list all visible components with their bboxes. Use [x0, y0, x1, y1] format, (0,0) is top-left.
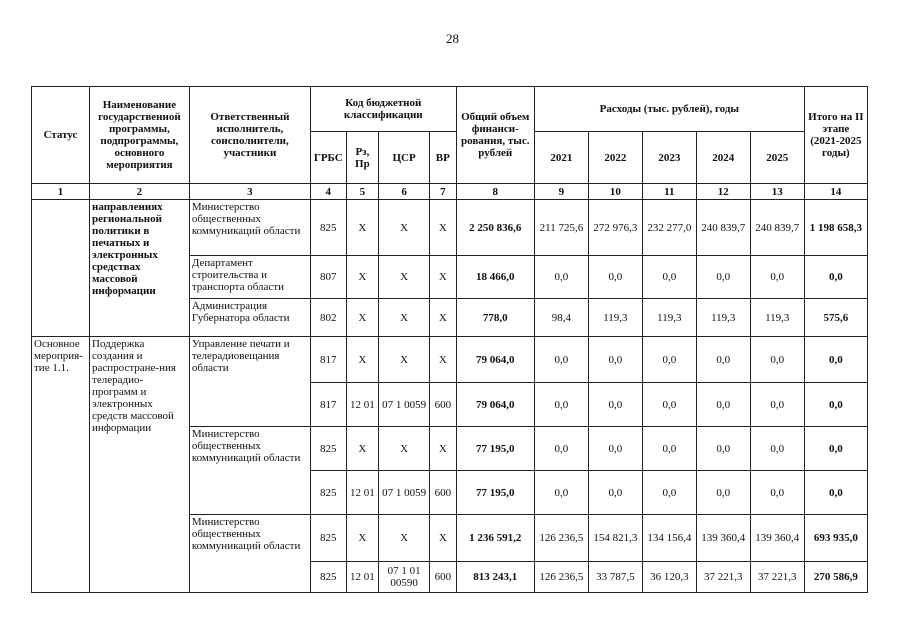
executor-cell: Администрация Губернатора области: [189, 299, 310, 337]
vr-cell: 600: [430, 562, 456, 593]
total-cell: 813 243,1: [456, 562, 534, 593]
header-year: 2025: [750, 132, 804, 184]
rzpr-cell: Х: [346, 337, 379, 383]
header-vr: ВР: [430, 132, 456, 184]
year-value-cell: 0,0: [750, 337, 804, 383]
year-value-cell: 0,0: [750, 471, 804, 515]
executor-cell: Департамент строительства и транспорта области: [189, 256, 310, 299]
column-number-row: [32, 184, 868, 200]
total-cell: 77 195,0: [456, 471, 534, 515]
stage-total-cell: 0,0: [804, 471, 867, 515]
rzpr-cell: 12 01: [346, 383, 379, 427]
total-cell: 77 195,0: [456, 427, 534, 471]
year-value-cell: 119,3: [750, 299, 804, 337]
header-stage-total: Итого на II этапе (2021-2025 годы): [804, 87, 867, 184]
grbs-cell: 825: [310, 427, 346, 471]
header-expenses: Расходы (тыс. рублей), годы: [534, 87, 804, 132]
csr-cell: 07 1 0059: [379, 383, 430, 427]
stage-total-cell: 0,0: [804, 337, 867, 383]
table-body: [32, 200, 868, 593]
year-value-cell: 0,0: [696, 427, 750, 471]
column-number: 1: [32, 184, 90, 200]
year-value-cell: 211 725,6: [534, 200, 588, 256]
year-value-cell: 0,0: [588, 256, 642, 299]
stage-total-cell: 693 935,0: [804, 515, 867, 562]
executor-cell: Министерство общественных коммуникаций области: [189, 427, 310, 515]
vr-cell: Х: [430, 515, 456, 562]
csr-cell: Х: [379, 299, 430, 337]
grbs-cell: 807: [310, 256, 346, 299]
csr-cell: Х: [379, 337, 430, 383]
table-row: [32, 200, 868, 256]
column-number: 11: [642, 184, 696, 200]
year-value-cell: 0,0: [534, 337, 588, 383]
program-name-cell: направлениях региональной политики в печатных и электронных средствах массовой информации: [90, 200, 190, 337]
column-number: 12: [696, 184, 750, 200]
vr-cell: Х: [430, 256, 456, 299]
table-row: [32, 337, 868, 383]
year-value-cell: 0,0: [534, 383, 588, 427]
year-value-cell: 0,0: [588, 427, 642, 471]
year-value-cell: 0,0: [696, 383, 750, 427]
year-value-cell: 0,0: [750, 383, 804, 427]
header-year: 2023: [642, 132, 696, 184]
page-number: 28: [446, 31, 459, 46]
status-cell: [32, 200, 90, 337]
stage-total-cell: 0,0: [804, 256, 867, 299]
year-value-cell: 0,0: [534, 471, 588, 515]
header-year: 2022: [588, 132, 642, 184]
grbs-cell: 802: [310, 299, 346, 337]
year-value-cell: 0,0: [642, 383, 696, 427]
year-value-cell: 126 236,5: [534, 562, 588, 593]
rzpr-cell: Х: [346, 427, 379, 471]
rzpr-cell: Х: [346, 256, 379, 299]
rzpr-cell: 12 01: [346, 471, 379, 515]
column-number: 9: [534, 184, 588, 200]
year-value-cell: 154 821,3: [588, 515, 642, 562]
vr-cell: 600: [430, 383, 456, 427]
vr-cell: Х: [430, 299, 456, 337]
total-cell: 79 064,0: [456, 337, 534, 383]
year-value-cell: 232 277,0: [642, 200, 696, 256]
vr-cell: 600: [430, 471, 456, 515]
executor-cell: Министерство общественных коммуникаций области: [189, 200, 310, 256]
column-number: 3: [189, 184, 310, 200]
year-value-cell: 36 120,3: [642, 562, 696, 593]
total-cell: 18 466,0: [456, 256, 534, 299]
header-status: Статус: [32, 87, 90, 184]
year-value-cell: 98,4: [534, 299, 588, 337]
year-value-cell: 0,0: [642, 471, 696, 515]
stage-total-cell: 0,0: [804, 427, 867, 471]
year-value-cell: 119,3: [588, 299, 642, 337]
year-value-cell: 0,0: [642, 337, 696, 383]
year-value-cell: 0,0: [534, 256, 588, 299]
budget-table: [31, 86, 868, 593]
stage-total-cell: 1 198 658,3: [804, 200, 867, 256]
rzpr-cell: Х: [346, 200, 379, 256]
column-number: 2: [90, 184, 190, 200]
grbs-cell: 817: [310, 383, 346, 427]
year-value-cell: 240 839,7: [696, 200, 750, 256]
rzpr-cell: Х: [346, 515, 379, 562]
grbs-cell: 825: [310, 515, 346, 562]
year-value-cell: 134 156,4: [642, 515, 696, 562]
year-value-cell: 0,0: [588, 471, 642, 515]
header-name: Наименование государственной программы, подпрограммы, основного мероприятия: [90, 87, 190, 184]
header-year: 2021: [534, 132, 588, 184]
total-cell: 79 064,0: [456, 383, 534, 427]
rzpr-cell: Х: [346, 299, 379, 337]
total-cell: 1 236 591,2: [456, 515, 534, 562]
grbs-cell: 817: [310, 337, 346, 383]
stage-total-cell: 575,6: [804, 299, 867, 337]
grbs-cell: 825: [310, 200, 346, 256]
csr-cell: 07 1 01 00590: [379, 562, 430, 593]
stage-total-cell: 270 586,9: [804, 562, 867, 593]
year-value-cell: 126 236,5: [534, 515, 588, 562]
year-value-cell: 37 221,3: [750, 562, 804, 593]
header-rzpr: Рз, Пр: [346, 132, 379, 184]
year-value-cell: 0,0: [534, 427, 588, 471]
year-value-cell: 272 976,3: [588, 200, 642, 256]
year-value-cell: 0,0: [588, 337, 642, 383]
column-number: 14: [804, 184, 867, 200]
executor-cell: Министерство общественных коммуникаций области: [189, 515, 310, 593]
year-value-cell: 0,0: [696, 337, 750, 383]
total-cell: 778,0: [456, 299, 534, 337]
total-cell: 2 250 836,6: [456, 200, 534, 256]
column-number: 13: [750, 184, 804, 200]
year-value-cell: 0,0: [696, 471, 750, 515]
grbs-cell: 825: [310, 471, 346, 515]
column-number: 8: [456, 184, 534, 200]
column-number: 10: [588, 184, 642, 200]
header-total-volume: Общий объем финанси-рования, тыс. рублей: [456, 87, 534, 184]
year-value-cell: 240 839,7: [750, 200, 804, 256]
header-budget-code: Код бюджетной классификации: [310, 87, 456, 132]
year-value-cell: 119,3: [642, 299, 696, 337]
year-value-cell: 0,0: [750, 427, 804, 471]
year-value-cell: 139 360,4: [750, 515, 804, 562]
vr-cell: Х: [430, 427, 456, 471]
status-cell: Основное мероприя-тие 1.1.: [32, 337, 90, 593]
year-value-cell: 0,0: [642, 427, 696, 471]
header-responsible: Ответственный исполнитель, соисполнители, участники: [189, 87, 310, 184]
table-header: [32, 87, 868, 200]
stage-total-cell: 0,0: [804, 383, 867, 427]
column-number: 5: [346, 184, 379, 200]
header-year: 2024: [696, 132, 750, 184]
year-value-cell: 119,3: [696, 299, 750, 337]
header-csr: ЦСР: [379, 132, 430, 184]
year-value-cell: 0,0: [642, 256, 696, 299]
executor-cell: Управление печати и телерадиовещания области: [189, 337, 310, 427]
year-value-cell: 139 360,4: [696, 515, 750, 562]
year-value-cell: 0,0: [696, 256, 750, 299]
csr-cell: Х: [379, 515, 430, 562]
program-name-cell: Поддержка создания и распростране-ния телерадио-программ и электронных средств массовой информации: [90, 337, 190, 593]
csr-cell: Х: [379, 427, 430, 471]
column-number: 4: [310, 184, 346, 200]
year-value-cell: 0,0: [750, 256, 804, 299]
year-value-cell: 33 787,5: [588, 562, 642, 593]
csr-cell: Х: [379, 256, 430, 299]
year-value-cell: 37 221,3: [696, 562, 750, 593]
vr-cell: Х: [430, 200, 456, 256]
column-number: 7: [430, 184, 456, 200]
csr-cell: Х: [379, 200, 430, 256]
grbs-cell: 825: [310, 562, 346, 593]
rzpr-cell: 12 01: [346, 562, 379, 593]
header-grbs: ГРБС: [310, 132, 346, 184]
column-number: 6: [379, 184, 430, 200]
csr-cell: 07 1 0059: [379, 471, 430, 515]
vr-cell: Х: [430, 337, 456, 383]
year-value-cell: 0,0: [588, 383, 642, 427]
